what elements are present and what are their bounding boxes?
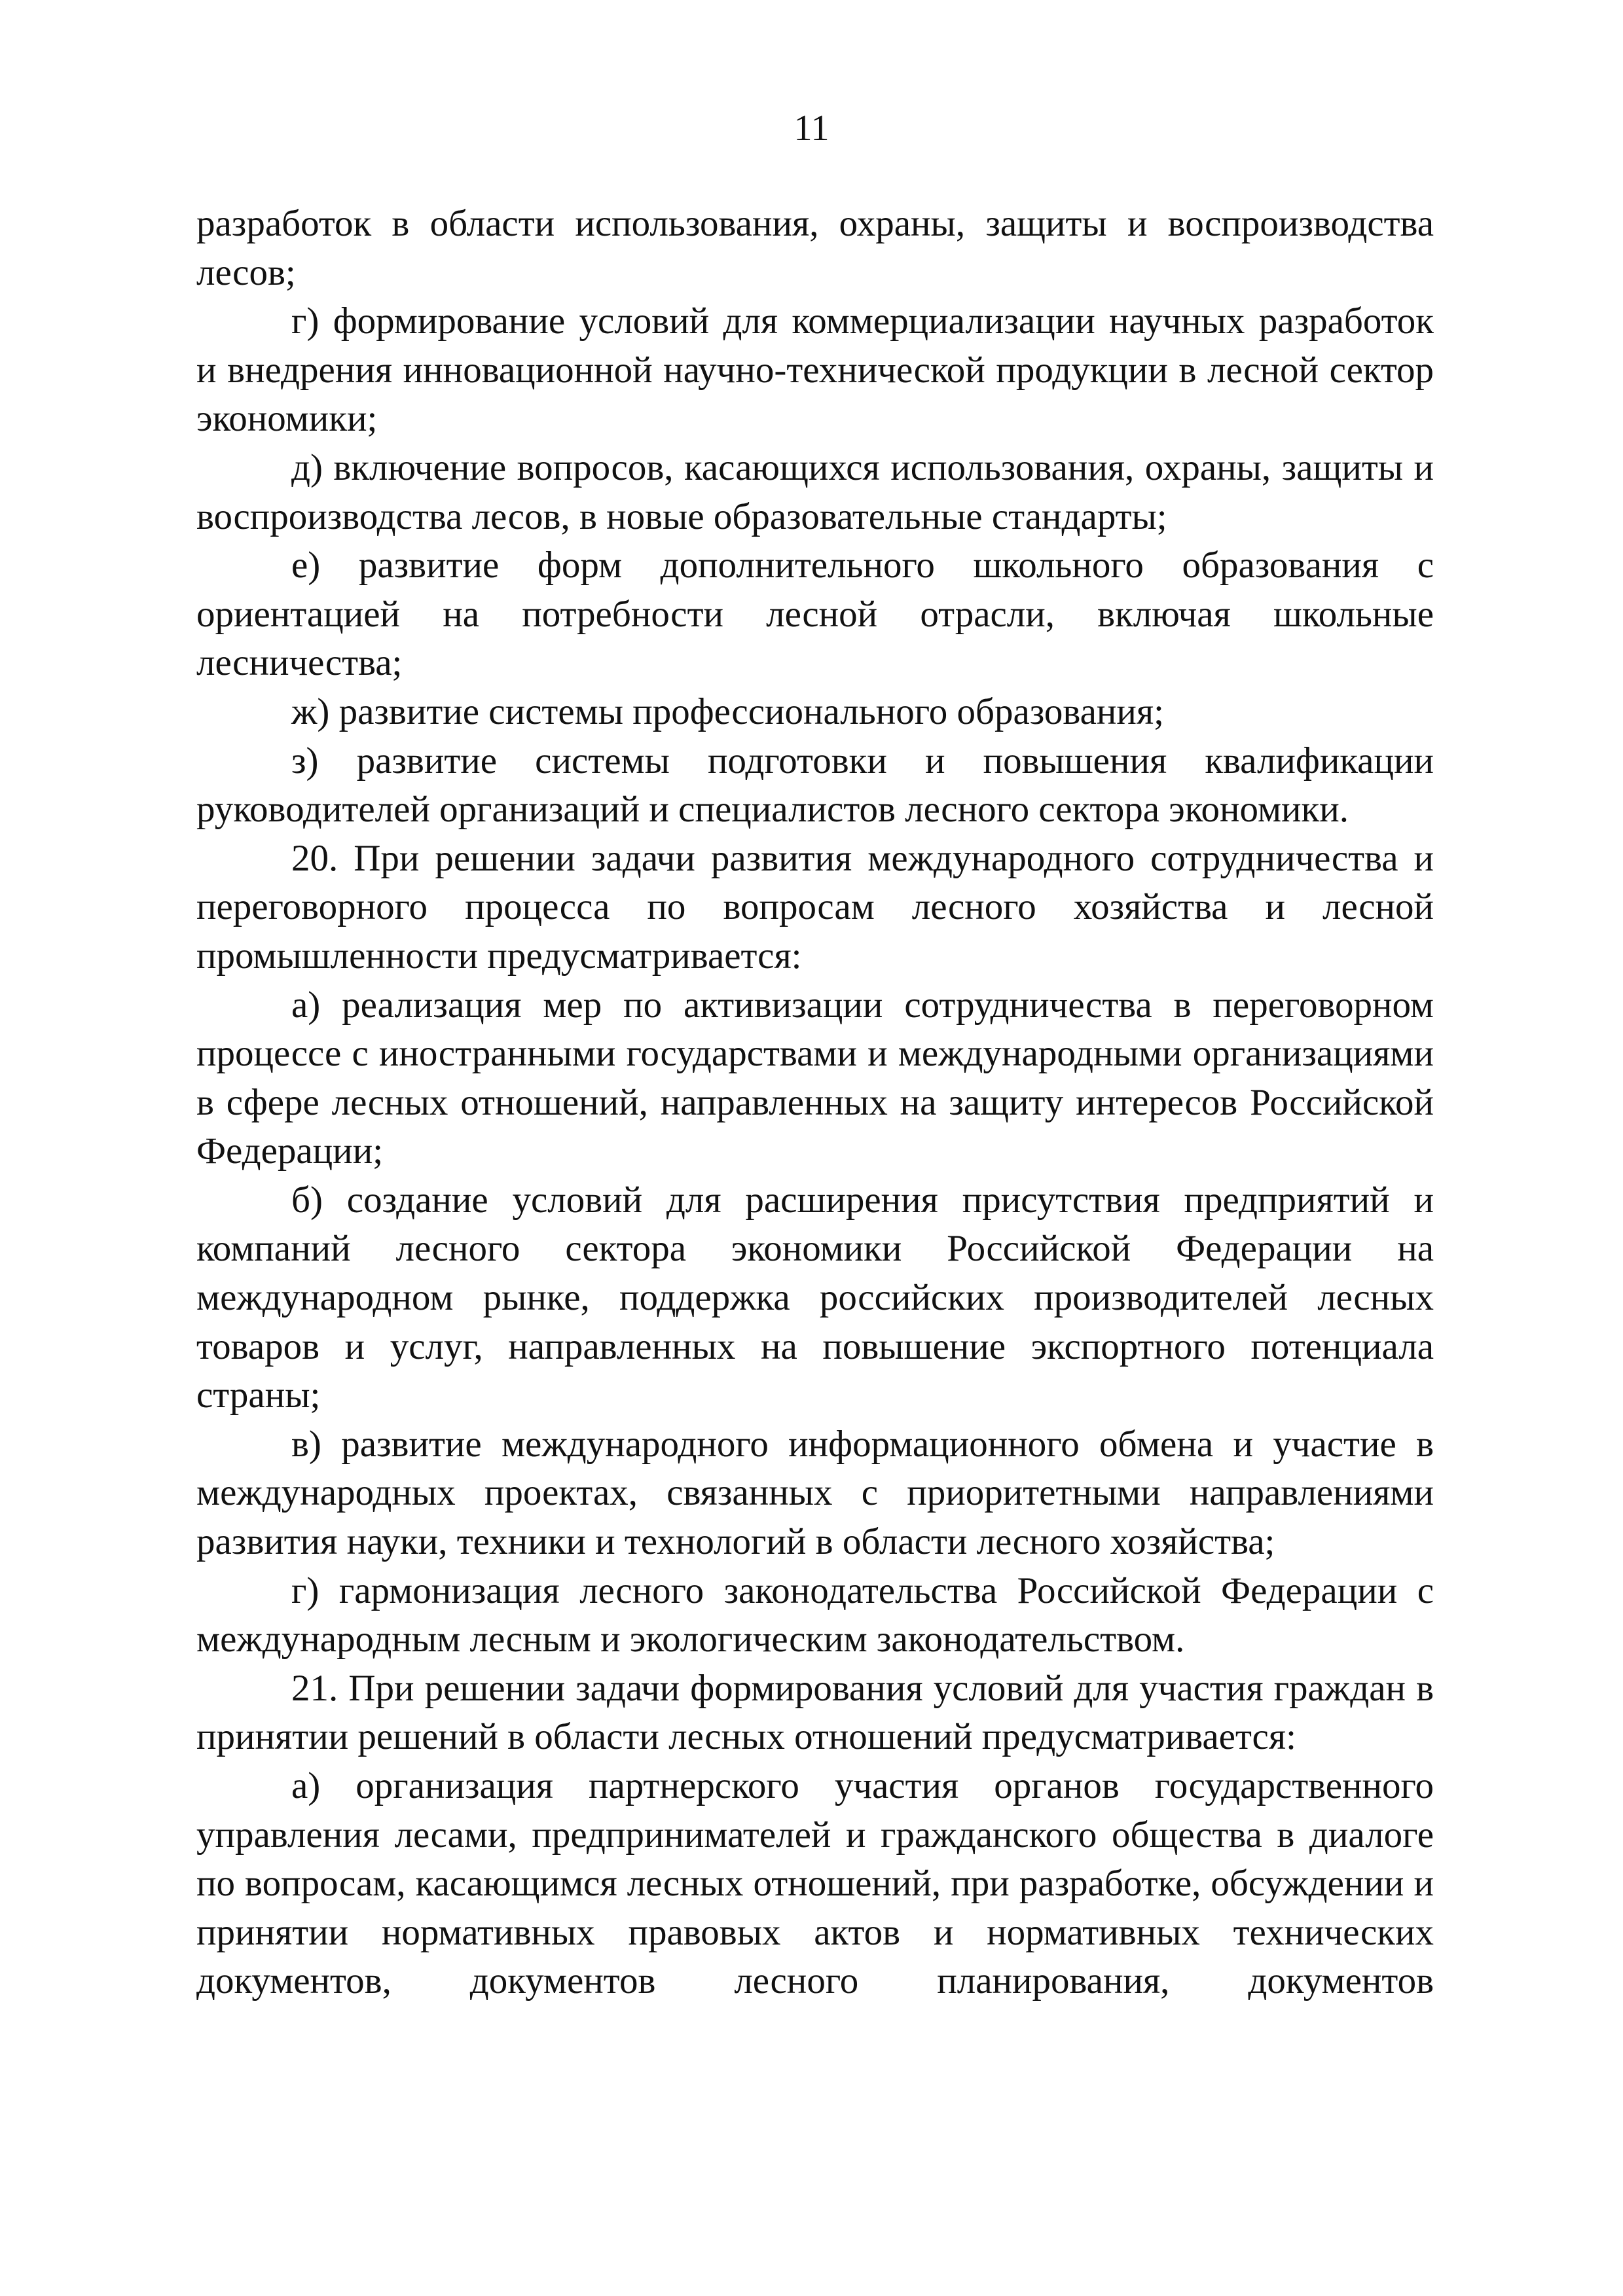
paragraph: г) формирование условий для коммерциализации научных разработок и внедрения инновационной научно-технической продукции в лесной сектор экономики; — [196, 300, 1434, 440]
paragraph: а) организация партнерского участия органов государственного управления лесами, предпринимателей и гражданского общества в диалоге по вопросам, касающимся лесных отношений, при разработке, обсуждении и принятии нормативных правовых актов и нормативных технических документов, документов лесного планирования, документов — [196, 1765, 1434, 2002]
paragraph: б) создание условий для расширения присутствия предприятий и компаний лесного сектора экономики Российской Федерации на международном рынке, поддержка российских производителей лесных товаров и услуг, направленных на повышение экспортного потенциала страны; — [196, 1179, 1434, 1416]
paragraph: 21. При решении задачи формирования условий для участия граждан в принятии решений в области лесных отношений предусматривается: — [196, 1667, 1434, 1758]
paragraph: д) включение вопросов, касающихся использования, охраны, защиты и воспроизводства лесов, в новые образовательные стандарты; — [196, 446, 1434, 537]
paragraph: е) развитие форм дополнительного школьного образования с ориентацией на потребности лесной отрасли, включая школьные лесничества; — [196, 545, 1434, 684]
page-number: 11 — [793, 108, 830, 149]
paragraph: г) гармонизация лесного законодательства Российской Федерации с международным лесным и экологическим законодательством. — [196, 1570, 1434, 1660]
document-body — [196, 200, 1434, 2006]
paragraph: в) развитие международного информационного обмена и участие в международных проектах, связанных с приоритетными направлениями развития науки, техники и технологий в области лесного хозяйства; — [196, 1423, 1434, 1563]
paragraph: 20. При решении задачи развития международного сотрудничества и переговорного процесса по вопросам лесного хозяйства и лесной промышленности предусматривается: — [196, 837, 1434, 977]
paragraph: а) реализация мер по активизации сотрудничества в переговорном процессе с иностранными государствами и международными организациями в сфере лесных отношений, направленных на защиту интересов Российской Федерации; — [196, 984, 1434, 1172]
paragraph: ж) развитие системы профессионального образования; — [291, 691, 1164, 732]
paragraph: з) развитие системы подготовки и повышения квалификации руководителей организаций и специалистов лесного сектора экономики. — [196, 740, 1434, 831]
paragraph: разработок в области использования, охраны, защиты и воспроизводства лесов; — [196, 203, 1434, 293]
